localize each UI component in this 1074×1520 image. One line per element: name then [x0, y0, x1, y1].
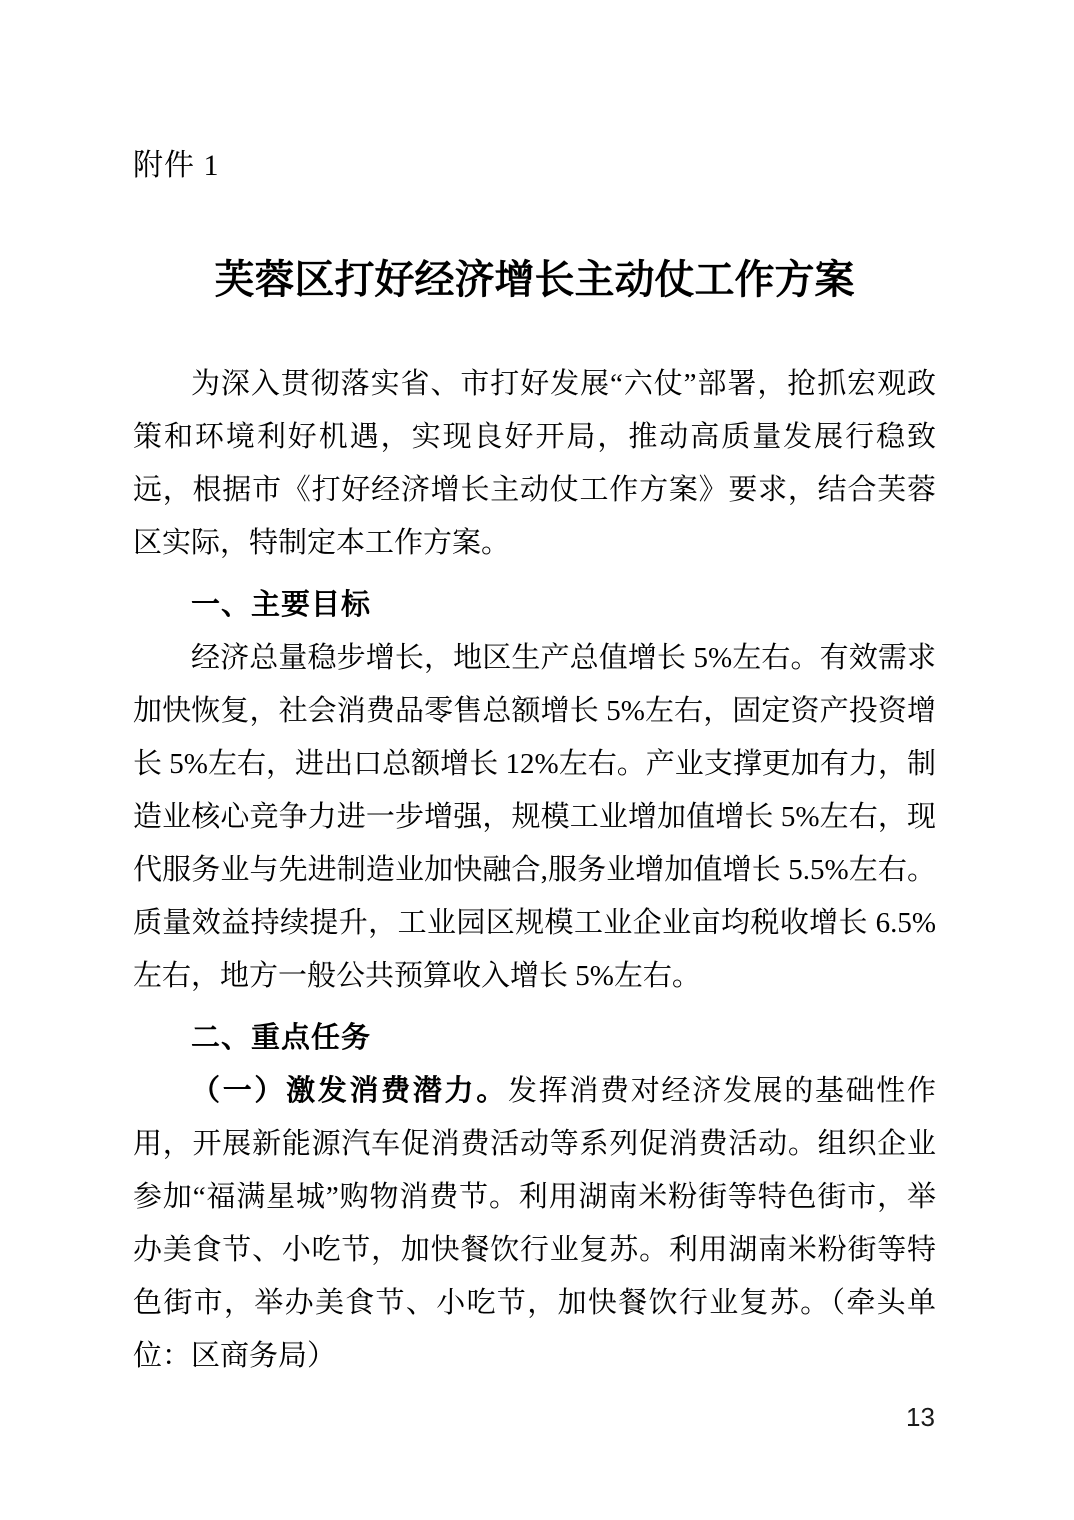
page-title: 芙蓉区打好经济增长主动仗工作方案: [214, 257, 855, 302]
intro-paragraph: 为深入贯彻落实省、市打好发展“六仗”部署，抢抓宏观政策和环境利好机遇，实现良好开局，推动高质量发展行稳致远，根据市《打好经济增长主动仗工作方案》要求，结合芙蓉区实际，特制定本工作方案。: [133, 368, 936, 559]
page-number: 13: [906, 1402, 935, 1432]
attachment-label: 附件 1: [133, 149, 220, 182]
task-item-body: 发挥消费对经济发展的基础性作用，开展新能源汽车促消费活动等系列促消费活动。组织企业参加“福满星城”购物消费节。利用湖南米粉街等特色街市，举办美食节、小吃节，加快餐饮行业复苏。利用湖南米粉街等特色街市，举办美食节、小吃节，加快餐饮行业复苏。（牵头单位：区商务局）: [133, 1075, 936, 1372]
document-body: [133, 358, 936, 1383]
section-heading-key-tasks: 二、重点任务: [191, 1022, 372, 1054]
section-heading-main-goals: 一、主要目标: [191, 589, 372, 621]
section-body-main-goals: 经济总量稳步增长，地区生产总值增长 5%左右。有效需求加快恢复，社会消费品零售总额增长 5%左右，固定资产投资增长 5%左右，进出口总额增长 12%左右。产业支撑更加有力，制造业核心竞争力进一步增强，规模工业增加值增长 5%左右，现代服务业与先进制造业加快融合,服务业增加值增长 5.5%左右。质量效益持续提升，工业园区规模工业企业亩均税收增长 6.5%左右，地方一般公共预算收入增长 5%左右。: [133, 642, 936, 992]
task-item-consumption: [133, 1065, 936, 1383]
task-item-lead: （一）激发消费潜力。: [191, 1075, 508, 1107]
page-content: [133, 146, 936, 1383]
